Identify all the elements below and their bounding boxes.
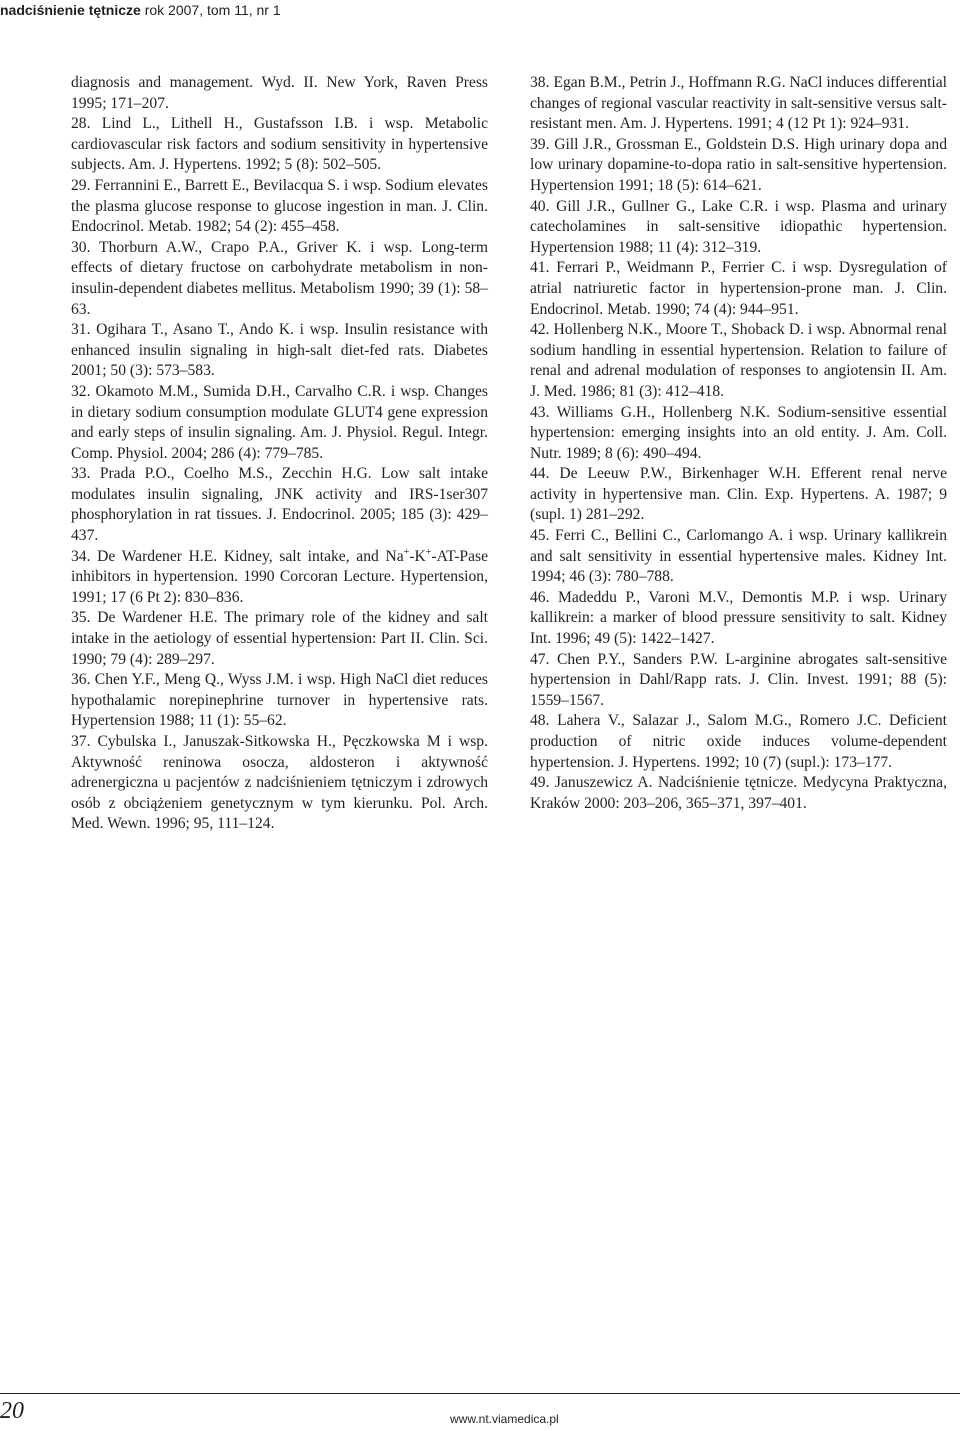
reference-item: 36. Chen Y.F., Meng Q., Wyss J.M. i wsp. High NaCl diet reduces hypothalamic norepinephrine turnover in hypertensive rats. Hypertension 1988; 11 (1): 55–62.: [71, 671, 488, 730]
reference-item: 49. Januszewicz A. Nadciśnienie tętnicze. Medycyna Praktyczna, Kraków 2000: 203–206, 365–371, 397–401.: [530, 774, 947, 812]
reference-item: 37. Cybulska I., Januszak-Sitkowska H., Pęczkowska M i wsp. Aktywność reninowa osocza, aldosteron i aktywność adrenergiczna u pacjentów z nadciśnieniem tętniczym i zdrowych osób z obciążeniem genetycznym w tym kierunku. Pol. Arch. Med. Wewn. 1996; 95, 111–124.: [71, 733, 488, 833]
reference-item: 38. Egan B.M., Petrin J., Hoffmann R.G. NaCl induces differential changes of regional vascular reactivity in salt-sensitive versus salt-resistant men. Am. J. Hypertens. 1991; 4 (12 Pt 1): 924–931.: [530, 74, 947, 133]
ref34-text-mid: -K: [409, 547, 426, 565]
reference-item: 44. De Leeuw P.W., Birkenhager W.H. Efferent renal nerve activity in hypertensive man. Clin. Exp. Hypertens. A. 1987; 9 (supl. 1) 281–292.: [530, 465, 947, 524]
references-left-column: [71, 73, 488, 835]
reference-item: 30. Thorburn A.W., Crapo P.A., Griver K. i wsp. Long-term effects of dietary fructose on carbohydrate metabolism in non-insulin-dependent diabetes mellitus. Metabolism 1990; 39 (1): 58–63.: [71, 238, 488, 318]
running-header: [0, 0, 281, 20]
issue-info: rok 2007, tom 11, nr 1: [140, 2, 281, 18]
reference-item: 47. Chen P.Y., Sanders P.W. L-arginine abrogates salt-sensitive hypertension in Dahl/Rapp rats. J. Clin. Invest. 1991; 88 (5): 1559–1567.: [530, 650, 947, 709]
footer-divider: [0, 1393, 960, 1394]
ref34-text-start: 34. De Wardener H.E. Kidney, salt intake, and Na: [71, 547, 404, 565]
ref34-text-end: -AT-Pase inhibitors in hypertension. 1990 Corcoran Lecture. Hypertension, 1991; 17 (6 Pt 2): 830–836.: [71, 547, 488, 606]
reference-item: 41. Ferrari P., Weidmann P., Ferrier C. i wsp. Dysregulation of atrial natriuretic factor in hypertension-prone man. J. Clin. Endocrinol. Metab. 1990; 74 (4): 944–951.: [530, 259, 947, 318]
reference-item: 48. Lahera V., Salazar J., Salom M.G., Romero J.C. Deficient production of nitric oxide induces volume-dependent hypertension. J. Hypertens. 1992; 10 (7) (supl.): 173–177.: [530, 712, 947, 771]
footer-url: www.nt.viamedica.pl: [450, 1412, 559, 1426]
reference-item: 28. Lind L., Lithell H., Gustafsson I.B. i wsp. Metabolic cardiovascular risk factors and sodium sensitivity in hypertensive subjects. Am. J. Hypertens. 1992; 5 (8): 502–505.: [71, 115, 488, 174]
reference-item: 40. Gill J.R., Gullner G., Lake C.R. i wsp. Plasma and urinary catecholamines in salt-sensitive idiopathic hypertension. Hypertension 1988; 11 (4): 312–319.: [530, 197, 947, 256]
reference-item: 29. Ferrannini E., Barrett E., Bevilacqua S. i wsp. Sodium elevates the plasma glucose response to glucose ingestion in man. J. Clin. Endocrinol. Metab. 1982; 54 (2): 455–458.: [71, 176, 488, 236]
journal-title: nadciśnienie tętnicze: [0, 2, 141, 18]
reference-item: 46. Madeddu P., Varoni M.V., Demontis M.P. i wsp. Urinary kallikrein: a marker of blood pressure sensitivity to salt. Kidney Int. 1996; 49 (5): 1422–1427.: [530, 588, 947, 648]
reference-item: 31. Ogihara T., Asano T., Ando K. i wsp. Insulin resistance with enhanced insulin signaling in high-salt diet-fed rats. Diabetes 2001; 50 (3): 573–583.: [71, 321, 488, 380]
ref34-sup-plus: +: [403, 546, 410, 558]
reference-item: 39. Gill J.R., Grossman E., Goldstein D.S. High urinary dopa and low urinary dopamine-to-dopa ratio in salt-sensitive hypertension. Hypertension 1991; 18 (5): 614–621.: [530, 135, 947, 194]
reference-item: 43. Williams G.H., Hollenberg N.K. Sodium-sensitive essential hypertension: emerging insights into an old entity. J. Am. Coll. Nutr. 1989; 8 (6): 490–494.: [530, 403, 947, 462]
reference-item: 42. Hollenberg N.K., Moore T., Shoback D. i wsp. Abnormal renal sodium handling in essential hypertension. Relation to failure of renal and adrenal modulation of responses to angiotensin II. Am. J. Med. 1986; 81 (3): 412–418.: [530, 321, 947, 400]
reference-item: diagnosis and management. Wyd. II. New York, Raven Press 1995; 171–207.: [71, 74, 488, 112]
references-right-column: [530, 73, 947, 814]
reference-item: 32. Okamoto M.M., Sumida D.H., Carvalho C.R. i wsp. Changes in dietary sodium consumption modulate GLUT4 gene expression and early steps of insulin signaling. Am. J. Physiol. Regul. Integr. Comp. Physiol. 2004; 286 (4): 779–785.: [71, 382, 488, 462]
ref34-sup-plus: +: [425, 546, 432, 558]
reference-item: 33. Prada P.O., Coelho M.S., Zecchin H.G. Low salt intake modulates insulin signaling, JNK activity and IRS-1ser307 phosphorylation in rat tissues. J. Endocrinol. 2005; 185 (3): 429–437.: [71, 465, 488, 545]
reference-item-34: [71, 547, 488, 609]
reference-item: 45. Ferri C., Bellini C., Carlomango A. i wsp. Urinary kallikrein and salt sensitivity in essential hypertensive males. Kidney Int. 1994; 46 (3): 780–788.: [530, 527, 947, 586]
reference-item: 35. De Wardener H.E. The primary role of the kidney and salt intake in the aetiology of essential hypertension: Part II. Clin. Sci. 1990; 79 (4): 289–297.: [71, 609, 488, 668]
page-number: 20: [0, 1398, 24, 1424]
